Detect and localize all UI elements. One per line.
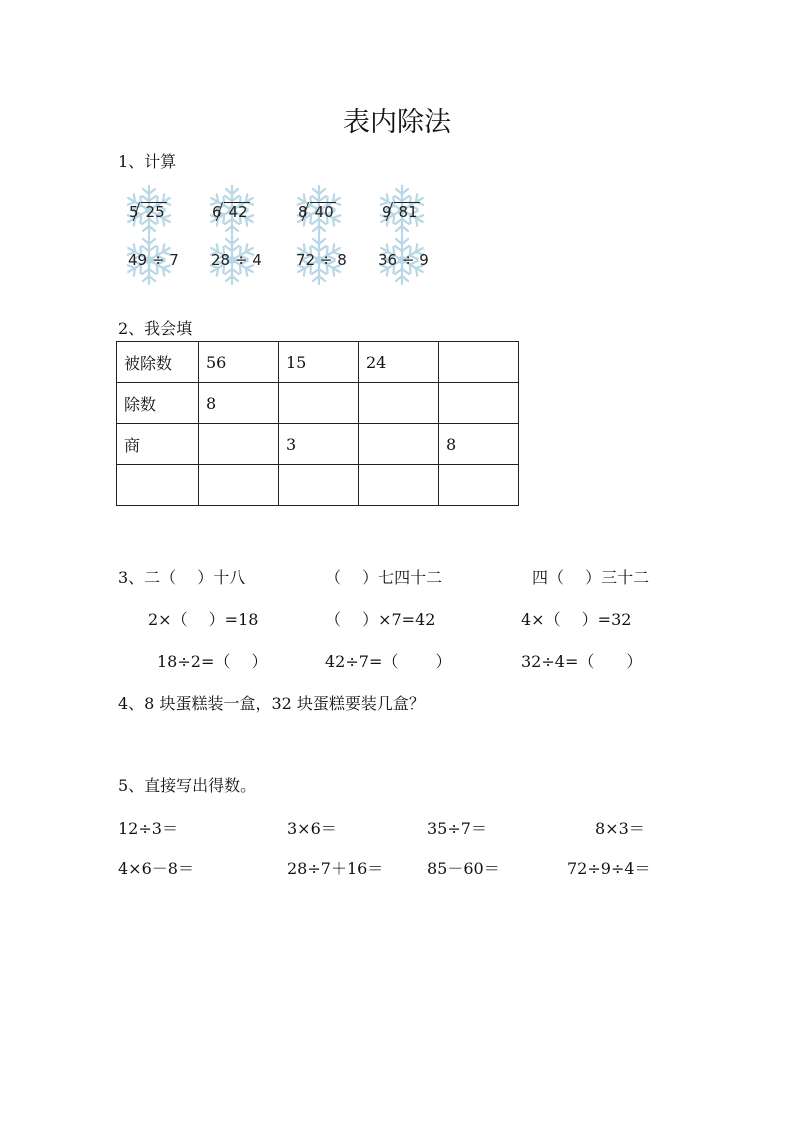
mental-math-item: 12÷3＝ [118, 819, 178, 838]
mental-math-item: 85－60＝ [427, 859, 500, 878]
divisor: 8 [298, 203, 308, 221]
table-cell: 56 [199, 342, 279, 383]
equation: 32÷4=（ ） [521, 652, 643, 671]
equation: 2×（ ）=18 [148, 610, 259, 629]
table-cell[interactable] [439, 383, 519, 424]
mental-math-item: 28÷7＋16＝ [287, 859, 384, 878]
equation: 42÷7=（ ） [325, 652, 452, 671]
multiplication-rhyme: 四（ ）三十二 [532, 568, 650, 587]
table-cell: 8 [199, 383, 279, 424]
divisor: 5 [129, 203, 139, 221]
page-title: 表内除法 [343, 107, 451, 138]
table-cell[interactable] [117, 465, 199, 506]
division-expression: 72 ÷ 8 [296, 251, 347, 269]
table-cell[interactable] [199, 424, 279, 465]
dividend: 40 [310, 202, 336, 221]
long-division [212, 202, 250, 221]
table-cell: 8 [439, 424, 519, 465]
table-cell: 除数 [117, 383, 199, 424]
dividend: 25 [141, 202, 167, 221]
multiplication-rhyme: （ ）七四十二 [325, 568, 443, 587]
table-row [117, 465, 519, 506]
equation: （ ）×7=42 [325, 610, 436, 629]
table-cell[interactable] [279, 383, 359, 424]
long-division [382, 202, 420, 221]
division-expression: 28 ÷ 4 [211, 251, 262, 269]
table-cell[interactable] [359, 424, 439, 465]
word-problem: 4、8 块蛋糕装一盒，32 块蛋糕要装几盒？ [118, 694, 425, 713]
table-cell[interactable] [439, 342, 519, 383]
table-cell: 商 [117, 424, 199, 465]
divisor: 6 [212, 203, 222, 221]
equation: 4×（ ）=32 [521, 610, 632, 629]
table-row [117, 342, 519, 383]
division-expression: 36 ÷ 9 [378, 251, 429, 269]
table-row [117, 383, 519, 424]
table-cell[interactable] [279, 465, 359, 506]
equation: 18÷2=（ ） [157, 652, 268, 671]
table-cell: 3 [279, 424, 359, 465]
table-cell[interactable] [439, 465, 519, 506]
dividend: 42 [224, 202, 250, 221]
table-cell[interactable] [359, 465, 439, 506]
section-2-heading: 2、我会填 [118, 319, 193, 338]
divisor: 9 [382, 203, 392, 221]
table-cell: 24 [359, 342, 439, 383]
table-cell[interactable] [199, 465, 279, 506]
table-row [117, 424, 519, 465]
fill-in-table [116, 341, 519, 506]
multiplication-rhyme: 3、二（ ）十八 [118, 568, 246, 587]
dividend: 81 [394, 202, 420, 221]
division-expression: 49 ÷ 7 [128, 251, 179, 269]
table-cell[interactable] [359, 383, 439, 424]
mental-math-item: 4×6－8＝ [118, 859, 194, 878]
section-1-heading: 1、计算 [118, 152, 177, 171]
mental-math-item: 72÷9÷4＝ [567, 859, 651, 878]
table-cell: 15 [279, 342, 359, 383]
long-division [129, 202, 167, 221]
mental-math-item: 35÷7＝ [427, 819, 487, 838]
mental-math-item: 8×3＝ [595, 819, 645, 838]
mental-math-item: 3×6＝ [287, 819, 337, 838]
section-5-heading: 5、直接写出得数。 [118, 776, 257, 795]
long-division [298, 202, 336, 221]
table-cell: 被除数 [117, 342, 199, 383]
